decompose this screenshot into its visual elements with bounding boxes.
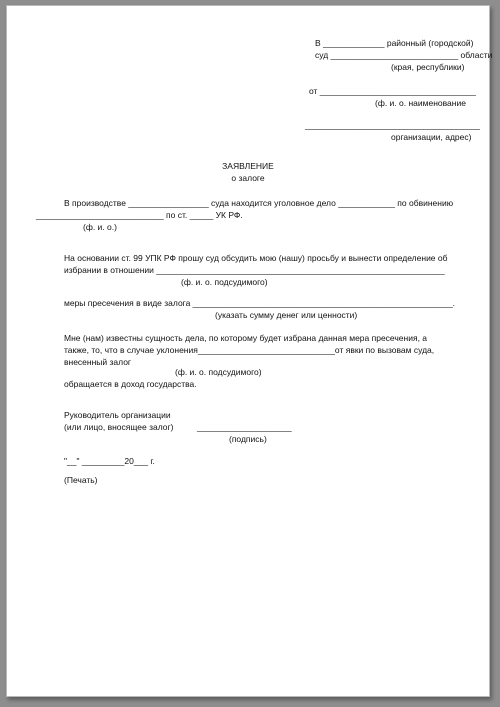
- paragraph-1-note: (ф. и. о.): [83, 222, 117, 232]
- paragraph-2-note: (ф. и. о. подсудимого): [181, 277, 268, 287]
- paragraph-4-note: (ф. и. о. подсудимого): [175, 367, 262, 377]
- paragraph-3-line: меры пресечения в виде залога _______________________________________________________.: [64, 298, 456, 308]
- signature-note: (подпись): [229, 434, 267, 444]
- signer-title-line-2: (или лицо, вносящее залог): [64, 422, 174, 432]
- document-title: ЗАЯВЛЕНИЕ: [222, 161, 274, 171]
- document-subtitle: о залоге: [231, 173, 265, 183]
- region-line: суд ___________________________ области: [315, 50, 493, 60]
- signature-line: ____________________: [197, 422, 292, 432]
- paragraph-2-line-2: избрании в отношении _____________________________________________________________: [64, 265, 445, 275]
- paragraph-1-line-1: В производстве _________________ суда находится уголовное дело ____________ по обвинению: [64, 198, 454, 208]
- court-line: В _____________ районный (городской): [315, 38, 474, 48]
- from-note: (ф. и. о. наименование: [375, 98, 466, 108]
- paragraph-1-line-2: ___________________________ по ст. _____ УК РФ.: [36, 210, 243, 220]
- signer-title-line-1: Руководитель организации: [64, 410, 171, 420]
- date-line: "__" _________20___ г.: [64, 456, 155, 466]
- paragraph-3-note: (указать сумму денег или ценности): [215, 310, 358, 320]
- paragraph-4-line-4: обращается в доход государства.: [64, 379, 197, 389]
- paragraph-4-line-2: также, то, что в случае уклонения_____________________________от явки по вызовам суда,: [64, 345, 435, 355]
- from-line: от _________________________________: [309, 86, 476, 96]
- region-note: (края, республики): [391, 62, 465, 72]
- org-note: организации, адрес): [391, 132, 472, 142]
- paragraph-4-line-3: внесенный залог: [64, 357, 132, 367]
- org-line: _____________________________________: [305, 120, 480, 130]
- paragraph-4-line-1: Мне (нам) известны сущность дела, по которому будет избрана данная мера пресечения, а: [64, 333, 428, 343]
- document-page: [6, 5, 493, 697]
- stamp-placeholder: (Печать): [64, 475, 98, 485]
- paragraph-2-line-1: На основании ст. 99 УПК РФ прошу суд обсудить мою (нашу) просьбу и вынести определение об: [64, 253, 448, 263]
